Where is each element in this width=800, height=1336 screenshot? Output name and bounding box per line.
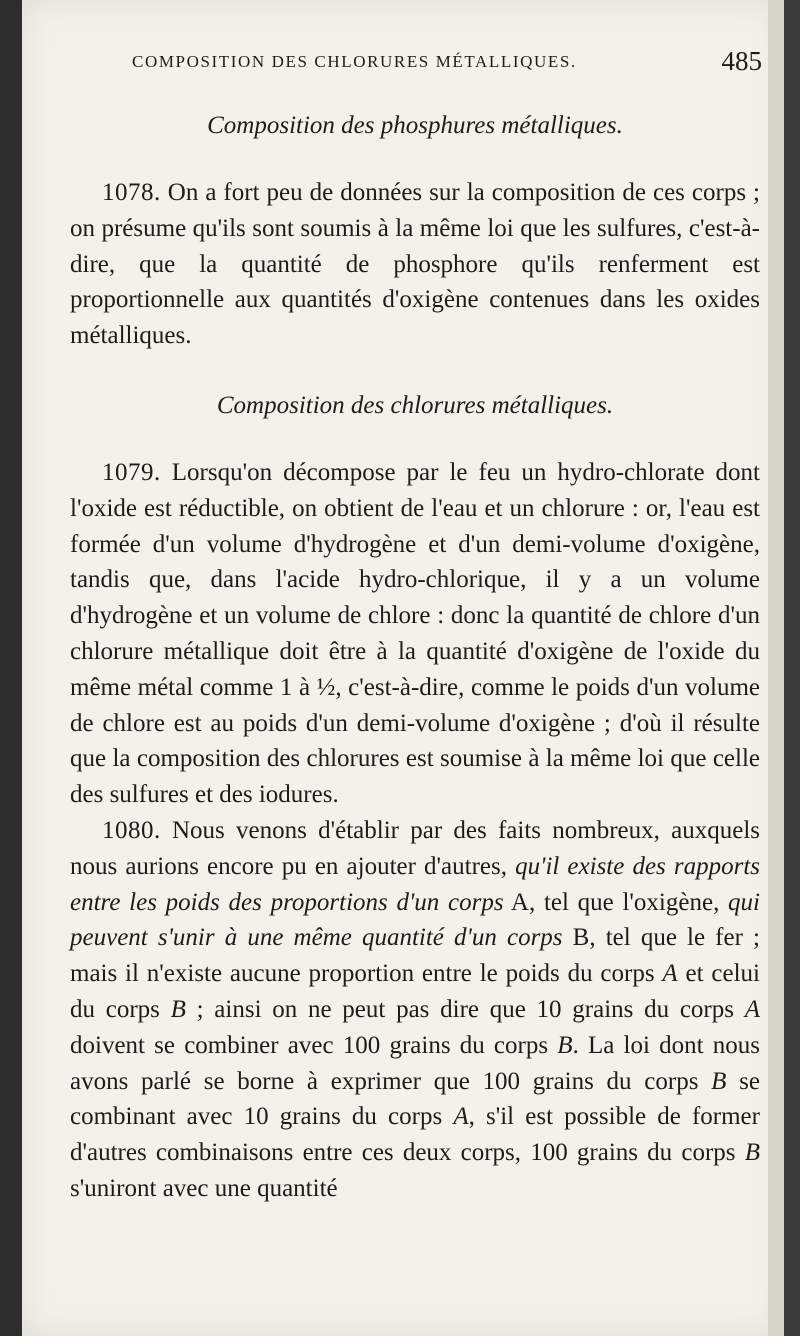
paragraph-number: 1080. [102, 816, 161, 844]
paragraph-text: . La loi dont nous avons parlé se borne à exprimer que 100 grains du corps [70, 1031, 761, 1095]
paragraph-text: A, tel que l'oxigène, [503, 888, 729, 916]
page-body [70, 108, 760, 1207]
paragraph-1079 [70, 455, 760, 813]
running-head [132, 46, 762, 86]
italic-letter: B [744, 1139, 760, 1167]
italic-letter: A [453, 1103, 469, 1131]
paragraph-number: 1079. [102, 458, 161, 486]
paragraph-number: 1078. [102, 179, 161, 206]
paragraph-text: B, tel que le fer ; mais il n'existe aucune proportion entre le poids du corps [70, 924, 760, 988]
italic-letter: B [557, 1031, 573, 1059]
page-number: 485 [721, 46, 762, 76]
italic-letter: A [662, 960, 678, 988]
paragraph-text: On a fort peu de données sur la composition de ces corps ; on présume qu'ils sont soumis à la même loi que les sulfures, c'est-à-dire, que la quantité de phosphore qu'ils renferment est proportionnelle aux quantités d'oxigène contenues dans les oxides métalliques. [70, 179, 761, 350]
paragraph-text: s'uniront avec une quantité [70, 1174, 338, 1202]
italic-phrase: qui peuvent s'unir à une même quantité d'un corps [70, 888, 760, 952]
italic-letter: B [170, 995, 186, 1023]
italic-letter: A [744, 995, 760, 1023]
paragraph-1078 [70, 175, 760, 354]
paragraph-text: doivent se combiner avec 100 grains du corps [70, 1031, 558, 1059]
paragraph-text: Lorsqu'on décompose par le feu un hydro-chlorate dont l'oxide est réductible, on obtient de l'eau et un chlorure : or, l'eau est formée d'un volume d'hydrogène et d'un demi-volume d'oxigène, tandis que, dans l'acide hydro-chlorique, il y a un volume d'hydrogène et un volume de chlore : donc la quantité de chlore d'un chlorure métallique doit être à la quantité d'oxigène de l'oxide du même métal comme 1 à ½, c'est-à-dire, comme le poids d'un volume de chlore est au poids d'un demi-volume d'oxigène ; d'où il résulte que la composition des chlorures est soumise à la même loi que celle des sulfures et des iodures. [70, 458, 761, 809]
scan-right-edge [768, 0, 784, 1336]
paragraph-text: se combinant avec 10 grains du corps [70, 1067, 761, 1131]
book-page [22, 0, 784, 1336]
paragraph-text: , s'il est possible de former d'autres combinaisons entre ces deux corps, 100 grains du corps [70, 1103, 760, 1167]
paragraph-text: Nous venons d'établir par des faits nombreux, auxquels nous aurions encore pu en ajouter d'autres, [70, 816, 760, 880]
paragraph-text: ; ainsi on ne peut pas dire que 10 grains du corps [185, 995, 745, 1023]
section-heading-chlorures: Composition des chlorures métalliques. [216, 391, 614, 419]
paragraph-1080 [70, 813, 760, 1207]
italic-phrase: qu'il existe des rapports entre les poids des proportions d'un corps [70, 852, 760, 916]
paragraph-text: et celui du corps [70, 960, 760, 1023]
italic-letter: B [711, 1067, 727, 1095]
scan-left-edge [0, 0, 22, 1336]
running-title: COMPOSITION DES CHLORURES MÉTALLIQUES. [132, 52, 577, 71]
section-heading-phosphures: Composition des phosphures métalliques. [207, 112, 623, 139]
